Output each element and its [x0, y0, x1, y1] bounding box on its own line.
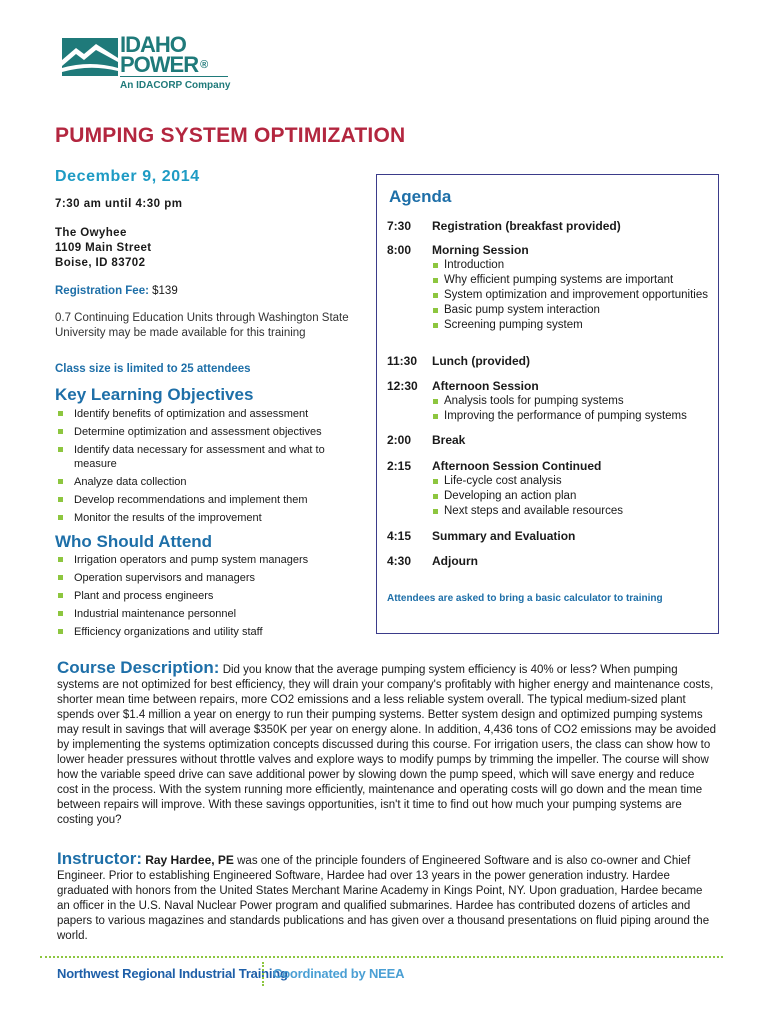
agenda-time: 11:30: [387, 354, 418, 368]
ceu-note: 0.7 Continuing Education Units through Washington State University may be made available for this training: [55, 312, 349, 339]
footer-divider: [40, 956, 723, 958]
list-item: Screening pumping system: [432, 318, 722, 333]
objectives-list: [55, 407, 355, 529]
list-item: Basic pump system interaction: [432, 303, 722, 318]
footer-separator: [262, 962, 264, 986]
logo-tagline: An IDACORP Company: [120, 80, 231, 91]
bullet-square-icon: [58, 575, 63, 580]
agenda-time: 7:30: [387, 219, 412, 233]
bullet-square-icon: [58, 557, 63, 562]
venue-street: 1109 Main Street: [55, 242, 152, 254]
list-item: Irrigation operators and pump system managers: [55, 553, 355, 567]
event-time: 7:30 am until 4:30 pm: [55, 198, 183, 210]
bullet-square-icon: [433, 293, 438, 298]
registration-fee: [55, 285, 178, 297]
agenda-title: Afternoon Session: [432, 379, 539, 393]
bullet-square-icon: [58, 629, 63, 634]
agenda-title: Break: [432, 433, 466, 447]
agenda-time: 2:00: [387, 433, 412, 447]
list-item: Monitor the results of the improvement: [55, 511, 355, 525]
bullet-square-icon: [433, 479, 438, 484]
list-item: Developing an action plan: [432, 489, 722, 504]
list-item: Next steps and available resources: [432, 504, 722, 519]
instructor-heading: Instructor:: [57, 849, 142, 868]
list-item: Operation supervisors and managers: [55, 571, 355, 585]
bullet-square-icon: [433, 263, 438, 268]
idaho-power-logo: [62, 34, 232, 96]
objectives-heading: Key Learning Objectives: [55, 385, 254, 404]
bullet-square-icon: [433, 399, 438, 404]
agenda-heading: Agenda: [389, 187, 452, 206]
bullet-square-icon: [58, 515, 63, 520]
agenda-box: [376, 174, 719, 634]
bullet-square-icon: [433, 278, 438, 283]
who-should-attend-list: [55, 553, 355, 643]
list-item: Identify data necessary for assessment and what to measure: [55, 443, 355, 471]
agenda-time: 8:00: [387, 243, 412, 257]
agenda-time: 4:15: [387, 529, 412, 543]
agenda-time: 12:30: [387, 379, 418, 393]
bullet-square-icon: [58, 411, 63, 416]
bullet-square-icon: [58, 479, 63, 484]
mountain-logo-icon: [62, 38, 118, 76]
list-item: Why efficient pumping systems are important: [432, 273, 722, 288]
logo-rule: [120, 76, 228, 77]
agenda-sublist: [432, 474, 722, 519]
agenda-time: 2:15: [387, 459, 412, 473]
agenda-title: Afternoon Session Continued: [432, 459, 602, 473]
course-description: [57, 660, 717, 828]
course-description-text: Did you know that the average pumping system efficiency is 40% or less? When pumping systems are not optimized for best efficiency, they will drain your company's profitably with higher energy and maintenance costs, shorter mean time between repairs, more CO2 emissions and a less reliable system overall. The typical medium-sized plant spends over $1.4 million a year on energy to run their pumping systems. Better system design and optimized pumping systems may result in savings that will average $350K per year on energy alone. In addition, 4,436 tons of CO2 emissions may be avoided by implementing the systems optimization concepts discussed during this course. For irrigation users, the class can show how to lower header pressures without throttle valves and explore ways to modify pumps by trimming the impeller. The course will show how the variable speed drive can save additional power by slowing down the pump speed, which will save energy and reduce cost in the process. With the system running more efficiently, maintenance and operating costs will go down and the mean time between repairs will improve. With these savings opportunities, isn't it time to find out how much your pumping systems are costing you?: [57, 664, 717, 826]
instructor-text: was one of the principle founders of Engineered Software and is also co-owner and Chief Engineer. Prior to establishing Engineered Software, Hardee had over 13 years in the power generation industry. Hardee graduated with honors from the United States Merchant Marine Academy in Kings Point, NY. Upon graduation, Hardee became an officer in the U.S. Naval Nuclear Power program and qualified submarines. Hardee has contributed dozens of articles and papers to various magazines and standards publications and has given over a thousand presentations on fluid piping around the world.: [57, 855, 710, 942]
bullet-square-icon: [58, 429, 63, 434]
agenda-time: 4:30: [387, 554, 412, 568]
instructor-bio: [57, 851, 717, 944]
list-item: Industrial maintenance personnel: [55, 607, 355, 621]
event-date: December 9, 2014: [55, 168, 200, 185]
bullet-square-icon: [58, 593, 63, 598]
venue-name: The Owyhee: [55, 227, 127, 239]
list-item: Introduction: [432, 258, 722, 273]
logo-word-power: POWER ®: [120, 52, 208, 77]
instructor-name: Ray Hardee, PE: [145, 853, 234, 867]
venue-city: Boise, ID 83702: [55, 257, 146, 269]
list-item: Develop recommendations and implement them: [55, 493, 355, 507]
list-item: Analysis tools for pumping systems: [432, 394, 722, 409]
bullet-square-icon: [58, 447, 63, 452]
agenda-sublist: [432, 258, 722, 333]
logo-word-idaho: IDAHO: [120, 32, 186, 57]
fee-label: Registration Fee:: [55, 285, 149, 297]
footer-coordinator: Coordinated by NEEA: [273, 966, 405, 981]
list-item: Determine optimization and assessment objectives: [55, 425, 355, 439]
bullet-square-icon: [58, 497, 63, 502]
agenda-title: Lunch (provided): [432, 354, 530, 368]
footer-program-name: Northwest Regional Industrial Training: [57, 966, 288, 981]
list-item: Efficiency organizations and utility staff: [55, 625, 355, 639]
bullet-square-icon: [433, 308, 438, 313]
venue-address: [55, 226, 152, 271]
agenda-sublist: [432, 394, 722, 424]
list-item: Identify benefits of optimization and assessment: [55, 407, 355, 421]
list-item: Plant and process engineers: [55, 589, 355, 603]
agenda-title: Registration (breakfast provided): [432, 219, 621, 233]
class-limit-note: Class size is limited to 25 attendees: [55, 363, 251, 375]
agenda-title: Morning Session: [432, 243, 529, 257]
who-should-attend-heading: Who Should Attend: [55, 532, 213, 551]
page-title: PUMPING SYSTEM OPTIMIZATION: [55, 124, 406, 147]
course-description-heading: Course Description:: [57, 658, 220, 677]
agenda-title: Summary and Evaluation: [432, 529, 576, 543]
bullet-square-icon: [433, 494, 438, 499]
fee-value: $139: [152, 285, 178, 297]
list-item: Improving the performance of pumping systems: [432, 409, 722, 424]
list-item: System optimization and improvement opportunities: [432, 288, 722, 303]
calculator-note: Attendees are asked to bring a basic calculator to training: [387, 593, 663, 604]
bullet-square-icon: [433, 509, 438, 514]
bullet-square-icon: [433, 323, 438, 328]
bullet-square-icon: [58, 611, 63, 616]
list-item: Analyze data collection: [55, 475, 355, 489]
agenda-title: Adjourn: [432, 554, 478, 568]
bullet-square-icon: [433, 414, 438, 419]
list-item: Life-cycle cost analysis: [432, 474, 722, 489]
